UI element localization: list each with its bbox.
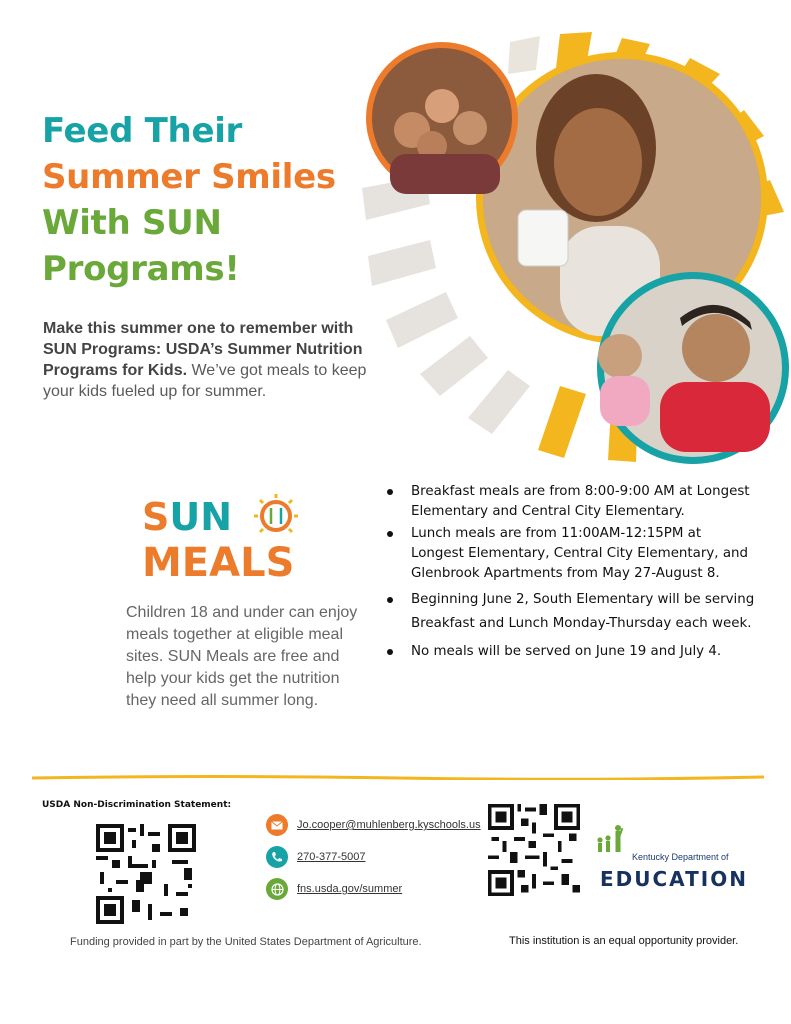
logo-line-2: MEALS [142, 540, 295, 582]
kde-figures-icon [594, 820, 630, 860]
schedule-item-no-meals: No meals will be served on June 19 and July 4. [385, 640, 755, 664]
funding-statement: Funding provided in part by the United States Department of Agriculture. [70, 936, 422, 948]
schedule-item-lunch: Lunch meals are from 11:00AM-12:15PM at Longest Elementary, Central City Elementary, and Glenbrook Apartments from May 27-August 8. [385, 524, 755, 584]
phone-icon [266, 846, 288, 868]
meal-schedule-list [385, 482, 755, 666]
sun-meals-description: Children 18 and under can enjoy meals together at eligible meal sites. SUN Meals are free and help your kids get the nutrition they need all summer long. [126, 604, 358, 709]
schedule-item-south-elementary: Beginning June 2, South Elementary will be serving Breakfast and Lunch Monday-Thursday each week. [385, 588, 755, 636]
nondiscrimination-qr-code[interactable] [96, 824, 196, 924]
contact-email [266, 814, 481, 836]
globe-icon [266, 878, 288, 900]
logo-sunburst-icon [254, 494, 298, 532]
nondiscrimination-title: USDA Non-Discrimination Statement: [42, 800, 232, 810]
intro-rest: We’ve got meals to keep your kids fueled up for summer. [43, 362, 367, 400]
envelope-icon [266, 814, 288, 836]
kde-logo [594, 820, 764, 890]
schedule-item-breakfast: Breakfast meals are from 8:00-9:00 AM at Longest Elementary and Central City Elementary. [385, 482, 755, 522]
headline-line-2: Summer Smiles [42, 157, 336, 197]
contact-website [266, 878, 402, 900]
intro-bold: Make this summer one to remember with SUN Programs: USDA’s Summer Nutrition Programs for Kids. [43, 320, 363, 379]
email-link[interactable]: Jo.cooper@muhlenberg.kyschools.us [297, 819, 481, 831]
hero-photo-collage [360, 30, 791, 470]
kde-line-2: EDUCATION [600, 867, 748, 891]
sun-meals-qr-code[interactable] [488, 804, 580, 896]
kde-line-1: Kentucky Department of [632, 852, 729, 862]
contact-phone [266, 846, 366, 868]
sun-meals-logo [140, 492, 310, 582]
logo-line-1: SUN [142, 495, 233, 539]
phone-link[interactable]: 270-377-5007 [297, 851, 366, 863]
headline-line-4: Programs! [42, 249, 240, 289]
equal-opportunity-statement: This institution is an equal opportunity provider. [509, 935, 739, 947]
boy-photo [682, 314, 750, 382]
intro-paragraph [43, 318, 388, 402]
website-link[interactable]: fns.usda.gov/summer [297, 883, 403, 895]
footer-divider [32, 775, 764, 780]
headline-line-3: With SUN [42, 203, 222, 243]
headline [42, 108, 336, 292]
headline-line-1: Feed Their [42, 111, 243, 151]
